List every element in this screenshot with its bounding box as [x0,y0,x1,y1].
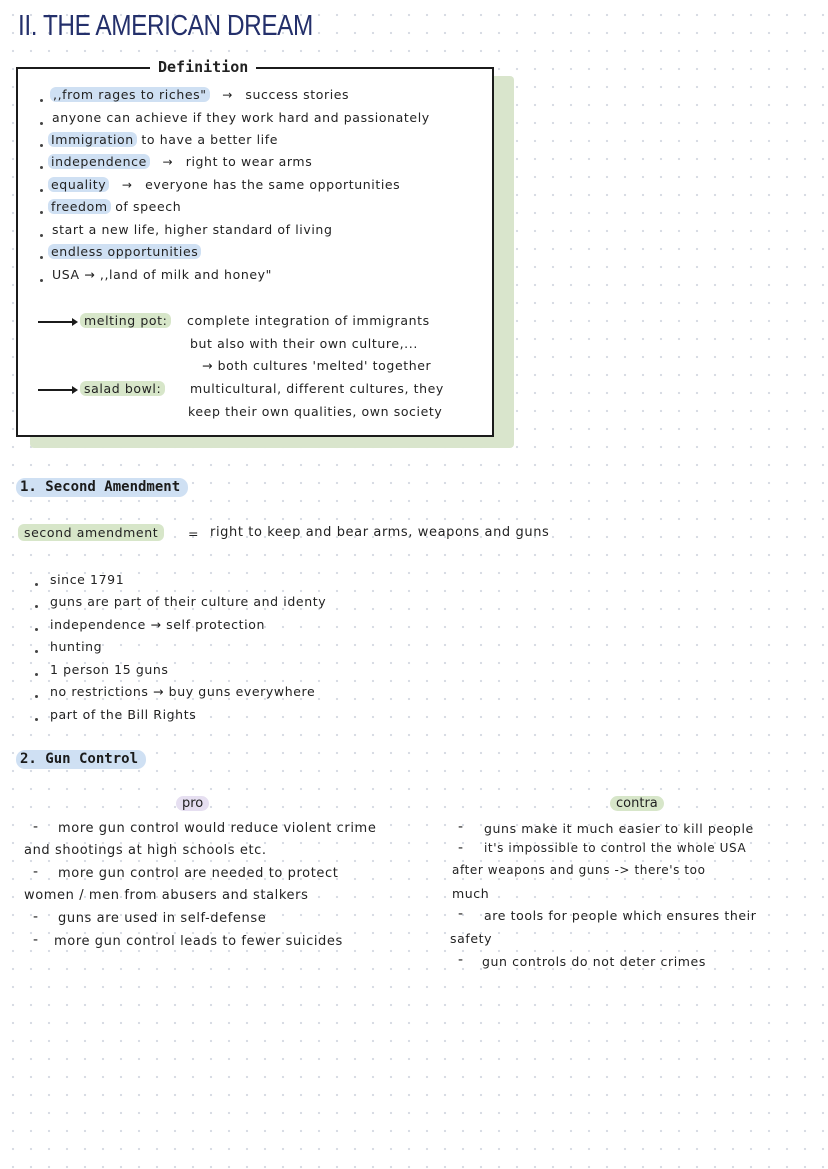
definition-text: of speech [115,199,182,214]
dash-bullet: - [33,909,39,925]
definition-item [48,177,400,192]
list-item: since 1791 [50,572,125,587]
salad-bowl-line: multicultural, different cultures, they [190,381,444,396]
contra-heading: contra [610,796,664,811]
bullet [40,166,43,169]
pro-line: more gun control leads to fewer suicides [54,934,343,949]
arrow-icon [38,321,74,323]
definition-term: ,,from rages to riches" [50,87,210,102]
bullet [40,211,43,214]
contra-line: guns make it much easier to kill people [484,821,754,836]
arrow-icon: → [121,178,133,192]
dash-bullet: - [33,932,39,948]
definition-text: right to wear arms [185,154,313,169]
contra-line: after weapons and guns -> there's too [452,863,706,877]
definition-item [52,222,332,237]
melting-pot-line: but also with their own culture,... [190,336,418,351]
bullet [40,189,43,192]
definition-text: USA → ,,land of milk and honey" [52,267,272,282]
dash-bullet: - [33,819,39,835]
bullet [40,144,43,147]
list-item: guns are part of their culture and identy [50,594,327,609]
equals-sign: = [188,526,200,541]
definition-term: independence [48,154,150,169]
definition-text: start a new life, higher standard of living [52,222,333,237]
bullet [40,279,43,282]
arrow-icon [38,389,74,391]
pro-line: more gun control would reduce violent crime [58,821,377,836]
list-item: hunting [50,639,103,654]
contra-line: it's impossible to control the whole USA [484,841,747,855]
definition-term: endless opportunities [48,244,201,259]
definition-text: everyone has the same opportunities [145,177,401,192]
page-title: II. THE AMERICAN DREAM [18,10,313,42]
pro-line: women / men from abusers and stalkers [24,888,309,903]
contra-line: are tools for people which ensures their [484,908,757,923]
definition-item [48,132,278,147]
pro-heading: pro [176,796,209,811]
arrow-icon: → [162,155,174,169]
contra-line: gun controls do not deter crimes [482,954,706,969]
bullet [35,673,38,676]
bullet [40,256,43,259]
definition-text: to have a better life [141,132,279,147]
dash-bullet: - [33,864,39,880]
list-item: part of the Bill Rights [50,707,197,722]
definition-item [50,87,349,102]
definition-heading: Definition [150,58,256,76]
definition-text: anyone can achieve if they work hard and passionately [52,110,430,125]
bullet [40,234,43,237]
section-heading: 2. Gun Control [16,750,146,769]
bullet [35,628,38,631]
definition-term: equality [48,177,109,192]
bullet [35,650,38,653]
definition-text: success stories [245,87,350,102]
bullet [35,718,38,721]
bullet [35,583,38,586]
contra-line: safety [450,931,493,946]
bullet [35,695,38,698]
list-item: no restrictions → buy guns everywhere [50,684,316,699]
salad-bowl-label: salad bowl: [80,381,165,396]
melting-pot-line: → both cultures 'melted' together [202,358,432,373]
definition-item [48,199,181,214]
bullet [35,605,38,608]
list-item: independence → self protection [50,617,266,632]
melting-pot-line: complete integration of immigrants [187,313,430,328]
salad-bowl-line: keep their own qualities, own society [188,404,443,419]
definition-item [48,154,312,169]
pro-line: more gun control are needed to protect [58,866,339,881]
bullet [40,99,43,102]
second-amendment-definition: right to keep and bear arms, weapons and guns [210,525,550,540]
definition-item [48,244,201,259]
dash-bullet: - [458,840,464,856]
section-heading: 1. Second Amendment [16,478,188,497]
definition-item [52,267,272,282]
definition-term: freedom [48,199,111,214]
definition-term: Immigration [48,132,137,147]
definition-item [52,110,430,125]
melting-pot-label: melting pot: [80,313,171,328]
arrow-icon: → [222,88,233,102]
dash-bullet: - [458,906,464,922]
second-amendment-term: second amendment [18,525,164,540]
contra-line: much [452,886,490,901]
pro-line: and shootings at high schools etc. [24,843,267,858]
pro-line: guns are used in self-defense [58,911,267,926]
dash-bullet: - [458,819,464,835]
dash-bullet: - [458,952,464,968]
bullet [40,122,43,125]
list-item: 1 person 15 guns [50,662,169,677]
